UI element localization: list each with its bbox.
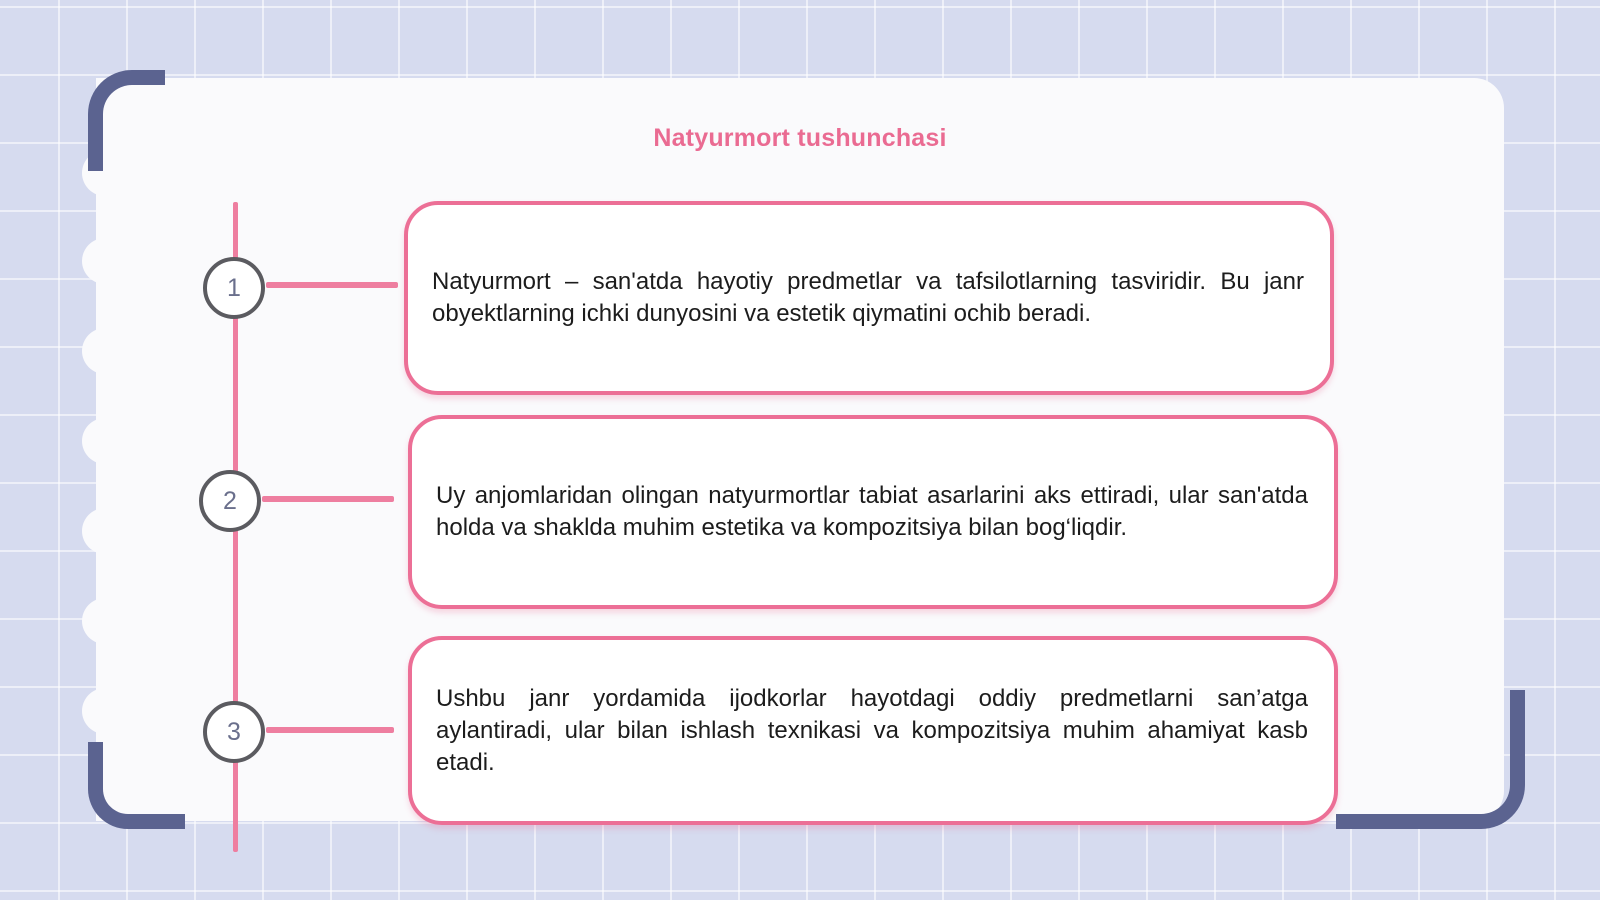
step-card-1 — [404, 201, 1334, 395]
corner-bracket-bottom-left — [88, 742, 185, 829]
step-card-2 — [408, 415, 1338, 609]
corner-bracket-bottom-right — [1336, 690, 1525, 829]
sheet-scallop — [82, 328, 128, 374]
step-marker-1: 1 — [203, 257, 265, 319]
corner-bracket-top-left — [88, 70, 165, 171]
timeline-connector — [266, 727, 394, 733]
step-card-text: Ushbu janr yordamida ijodkorlar hayotdagi oddiy predmetlarni san’atga aylantiradi, ular bilan ishlash texnikasi va kompozitsiya muhim ahamiyat kasb etadi. — [436, 684, 1308, 776]
step-marker-2: 2 — [199, 470, 261, 532]
sheet-scallop — [82, 238, 128, 284]
step-card-3 — [408, 636, 1338, 825]
step-card-text: Uy anjomlaridan olingan natyurmortlar tabiat asarlarini aks ettiradi, ular san'atda holda va shaklda muhim estetika va kompozitsiya bilan bog‘liqdir. — [436, 482, 1308, 541]
timeline-connector — [266, 282, 398, 288]
sheet-scallop — [82, 508, 128, 554]
step-marker-3: 3 — [203, 701, 265, 763]
sheet-scallop — [82, 598, 128, 644]
timeline-connector — [262, 496, 394, 502]
sheet-scallop — [82, 418, 128, 464]
sheet-scallop — [82, 688, 128, 734]
slide-title: Natyurmort tushunchasi — [653, 124, 947, 152]
step-card-text: Natyurmort – san'atda hayotiy predmetlar va tafsilotlarning tasviridir. Bu janr obyektlarning ichki dunyosini va estetik qiymatini ochib beradi. — [432, 268, 1304, 327]
